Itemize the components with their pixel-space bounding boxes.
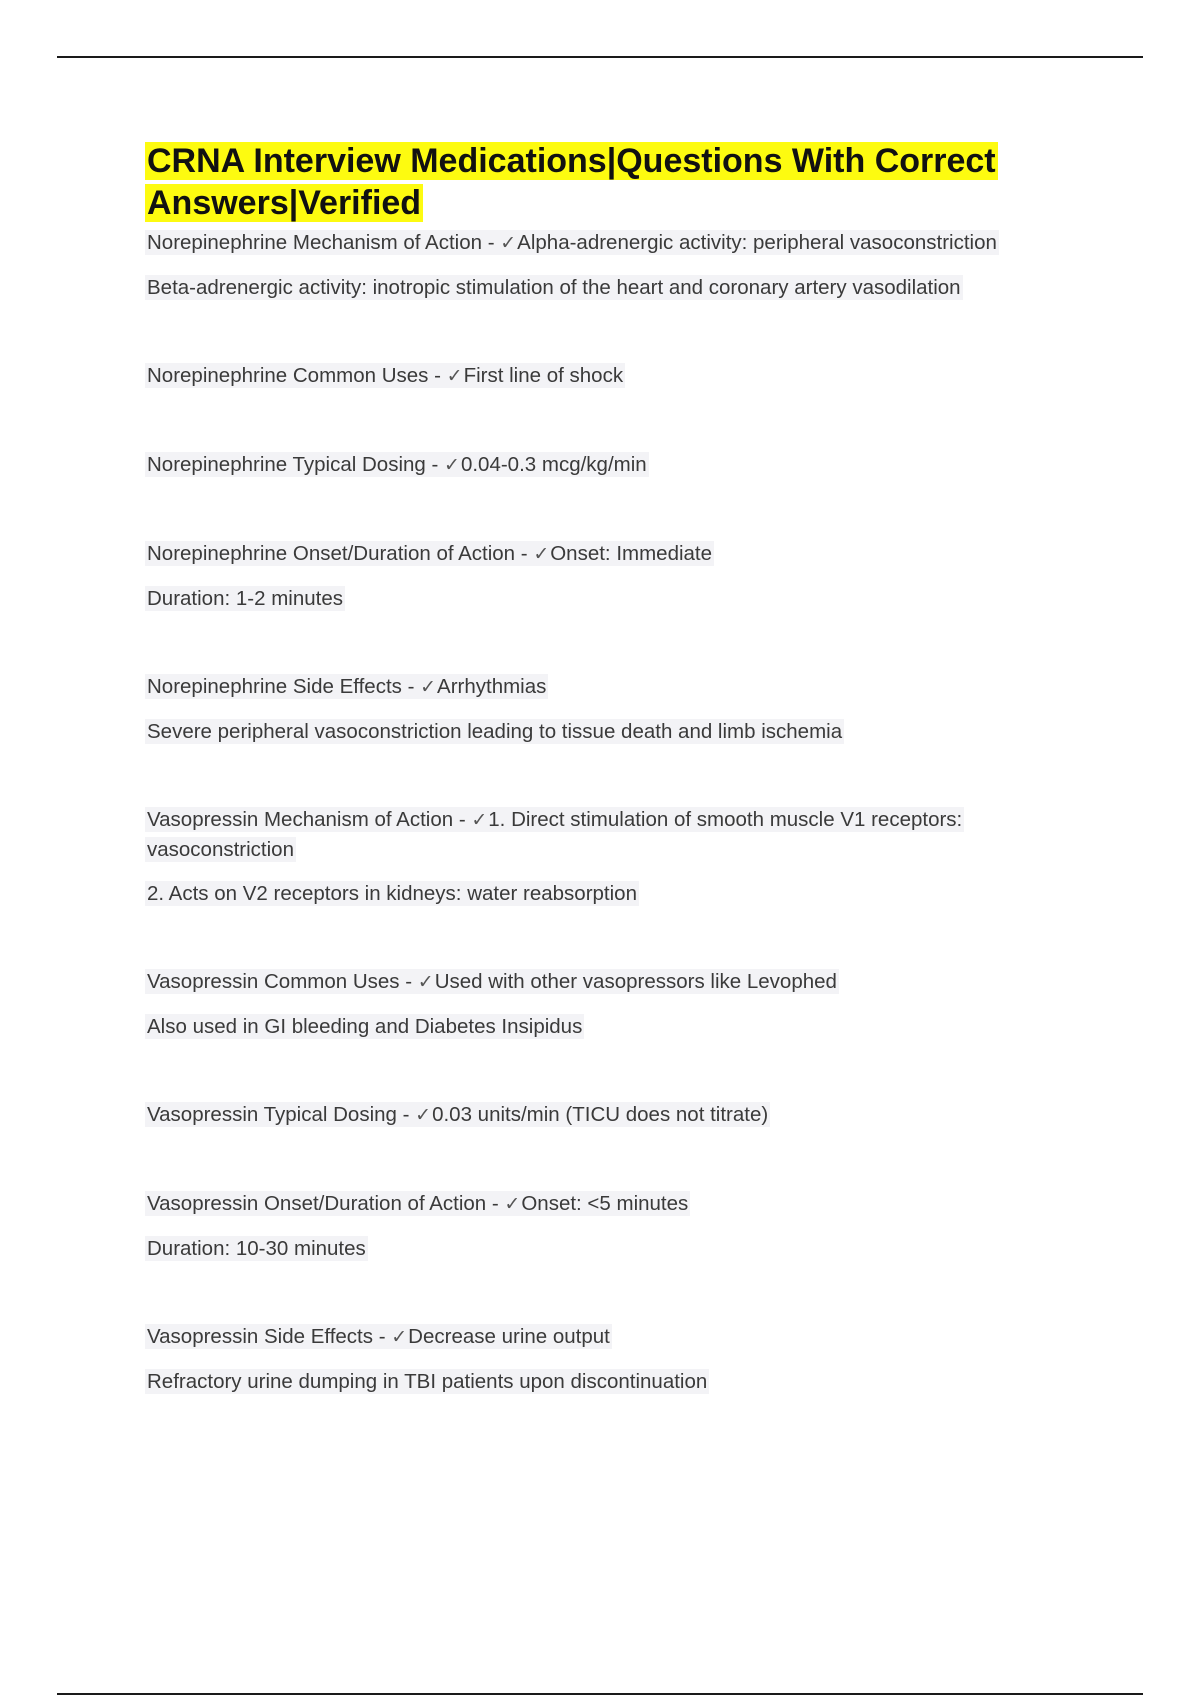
checkmark-icon: ✓	[500, 233, 517, 254]
question-text: Vasopressin Onset/Duration of Action	[147, 1192, 487, 1215]
answer-text: First line of shock	[463, 364, 624, 387]
flashcard	[145, 672, 1085, 746]
text-highlight	[145, 1191, 690, 1216]
answer-text: Onset: Immediate	[550, 542, 713, 565]
answer-text: Duration: 1-2 minutes	[147, 587, 343, 610]
question-text: Norepinephrine Onset/Duration of Action	[147, 542, 516, 565]
checkmark-icon: ✓	[444, 455, 460, 476]
answer-continuation-line	[145, 273, 1085, 302]
text-highlight	[145, 230, 999, 255]
text-highlight	[145, 969, 839, 994]
question-separator: -	[515, 542, 534, 565]
answer-text: Refractory urine dumping in TBI patients upon discontinuation	[147, 1370, 708, 1393]
text-highlight	[145, 1102, 770, 1127]
flashcard	[145, 228, 1085, 302]
question-separator: -	[399, 970, 418, 993]
question-text: Norepinephrine Side Effects	[147, 675, 402, 698]
answer-text: Used with other vasopressors like Levophed	[434, 970, 837, 993]
answer-text: Duration: 10-30 minutes	[147, 1237, 366, 1260]
answer-text: 2. Acts on V2 receptors in kidneys: water reabsorption	[147, 882, 637, 905]
question-text: Vasopressin Common Uses	[147, 970, 400, 993]
flashcard	[145, 450, 1085, 480]
text-highlight	[145, 541, 714, 566]
question-answer-line	[145, 967, 1085, 997]
answer-text: Decrease urine output	[408, 1325, 610, 1348]
checkmark-icon: ✓	[504, 1194, 521, 1215]
question-answer-line	[145, 228, 1085, 258]
document-body	[145, 140, 1085, 1396]
flashcard-list	[145, 228, 1085, 1396]
question-text: Vasopressin Typical Dosing	[147, 1103, 397, 1126]
text-highlight	[145, 275, 963, 300]
bottom-rule	[57, 1693, 1143, 1695]
flashcard	[145, 539, 1085, 613]
question-answer-line	[145, 805, 1085, 864]
answer-continuation-line	[145, 717, 1085, 746]
title-highlight: CRNA Interview Medications|Questions With Correct Answers|Verified	[147, 142, 996, 222]
text-highlight	[145, 1369, 709, 1394]
answer-text: Alpha-adrenergic activity: peripheral vasoconstriction	[517, 231, 997, 254]
answer-continuation-line	[145, 879, 1085, 908]
checkmark-icon: ✓	[415, 1105, 432, 1126]
checkmark-icon: ✓	[420, 677, 437, 698]
question-text: Vasopressin Side Effects	[147, 1325, 374, 1348]
question-answer-line	[145, 1322, 1085, 1352]
question-text: Norepinephrine Mechanism of Action	[147, 231, 483, 254]
checkmark-icon: ✓	[471, 810, 488, 831]
text-highlight	[145, 1324, 612, 1349]
flashcard	[145, 1189, 1085, 1263]
flashcard	[145, 805, 1085, 908]
question-answer-line	[145, 539, 1085, 569]
question-text: Norepinephrine Common Uses	[147, 364, 429, 387]
checkmark-icon: ✓	[533, 544, 550, 565]
text-highlight	[145, 452, 649, 477]
text-highlight	[145, 807, 964, 862]
question-separator: -	[482, 231, 501, 254]
question-separator: -	[425, 453, 445, 476]
checkmark-icon: ✓	[446, 366, 463, 387]
question-separator: -	[401, 675, 421, 698]
flashcard	[145, 967, 1085, 1041]
question-text: Norepinephrine Typical Dosing	[147, 453, 426, 476]
flashcard	[145, 1322, 1085, 1396]
answer-text: Severe peripheral vasoconstriction leading to tissue death and limb ischemia	[147, 720, 843, 743]
question-separator: -	[373, 1325, 392, 1348]
question-answer-line	[145, 1100, 1085, 1130]
text-highlight	[145, 881, 639, 906]
answer-continuation-line	[145, 1012, 1085, 1041]
question-separator: -	[486, 1192, 505, 1215]
answer-text: Beta-adrenergic activity: inotropic stimulation of the heart and coronary artery vasodilation	[147, 276, 961, 299]
question-answer-line	[145, 450, 1085, 480]
flashcard	[145, 1100, 1085, 1130]
answer-text: Arrhythmias	[437, 675, 547, 698]
answer-text: Onset: <5 minutes	[521, 1192, 689, 1215]
answer-continuation-line	[145, 1367, 1085, 1396]
document-title	[145, 140, 1085, 224]
question-separator: -	[453, 808, 472, 831]
answer-text: Also used in GI bleeding and Diabetes Insipidus	[147, 1015, 583, 1038]
flashcard	[145, 361, 1085, 391]
top-rule	[57, 56, 1143, 58]
question-answer-line	[145, 1189, 1085, 1219]
text-highlight	[145, 719, 844, 744]
question-separator: -	[396, 1103, 416, 1126]
text-highlight	[145, 1236, 368, 1261]
answer-continuation-line	[145, 584, 1085, 613]
text-highlight	[145, 363, 625, 388]
text-highlight	[145, 674, 548, 699]
answer-text: 0.04-0.3 mcg/kg/min	[460, 453, 647, 476]
checkmark-icon: ✓	[391, 1327, 408, 1348]
question-answer-line	[145, 672, 1085, 702]
checkmark-icon: ✓	[417, 972, 434, 993]
answer-text: 0.03 units/min (TICU does not titrate)	[432, 1103, 769, 1126]
question-text: Vasopressin Mechanism of Action	[147, 808, 454, 831]
answer-text: 1. Direct stimulation of smooth muscle V1 receptors: vasoconstriction	[147, 808, 963, 861]
text-highlight	[145, 1014, 584, 1039]
question-separator: -	[428, 364, 447, 387]
text-highlight	[145, 586, 345, 611]
answer-continuation-line	[145, 1234, 1085, 1263]
question-answer-line	[145, 361, 1085, 391]
